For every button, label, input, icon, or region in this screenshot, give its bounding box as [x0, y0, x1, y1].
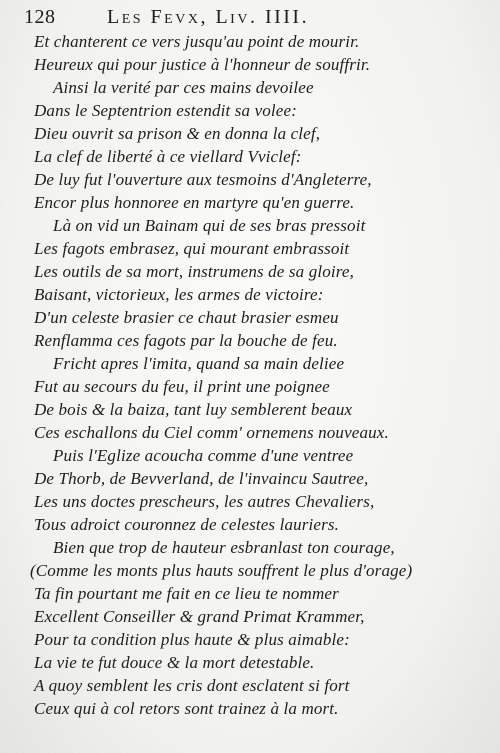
verse-line: Fut au secours du feu, il print une poignee — [34, 377, 330, 396]
verse-line: De Thorb, de Bevverland, de l'invaincu Sautree, — [34, 469, 369, 488]
verse-line: A quoy semblent les cris dont esclatent si fort — [34, 676, 350, 695]
running-head: Les Fevx, Liv. IIII. — [107, 6, 310, 28]
verse-line: La vie te fut douce & la mort detestable. — [34, 653, 315, 672]
verse-line: Excellent Conseiller & grand Primat Krammer, — [34, 607, 365, 626]
verse-line: Pour ta condition plus haute & plus aimable: — [34, 630, 350, 649]
verse-line: Là on vid un Bainam qui de ses bras pressoit — [53, 216, 366, 235]
verse-line: Les fagots embrasez, qui mourant embrassoit — [34, 239, 350, 258]
verse-line: Baisant, victorieux, les armes de victoire: — [34, 285, 324, 304]
verse-line: De luy fut l'ouverture aux tesmoins d'Angleterre, — [34, 170, 372, 189]
verse-line: Renflamma ces fagots par la bouche de feu. — [34, 331, 338, 350]
verse-line: Ces eschallons du Ciel comm' ornemens nouveaux. — [34, 423, 389, 442]
verse-line: Puis l'Eglize acoucha comme d'une ventree — [53, 446, 354, 465]
verse-line: Heureux qui pour justice à l'honneur de souffrir. — [34, 55, 371, 74]
verse-line: Et chanterent ce vers jusqu'au point de mourir. — [34, 32, 360, 51]
verse-line: Les outils de sa mort, instrumens de sa gloire, — [34, 262, 354, 281]
verse-line: D'un celeste brasier ce chaut brasier esmeu — [34, 308, 339, 327]
verse-line: La clef de liberté à ce viellard Vviclef: — [34, 147, 302, 166]
verse-line: Ta fin pourtant me fait en ce lieu te nommer — [34, 584, 339, 603]
verse-line: Ceux qui à col retors sont trainez à la mort. — [34, 699, 339, 718]
verse-line: Bien que trop de hauteur esbranlast ton courage, — [53, 538, 395, 557]
verse-line: Fricht apres l'imita, quand sa main deliee — [53, 354, 345, 373]
verse-line: Les uns doctes prescheurs, les autres Chevaliers, — [34, 492, 375, 511]
verse-line: (Comme les monts plus hauts souffrent le plus d'orage) — [30, 561, 413, 580]
verse-line: Encor plus honnoree en martyre qu'en guerre. — [34, 193, 355, 212]
verse-line: Dieu ouvrit sa prison & en donna la clef, — [34, 124, 321, 143]
page-number: 128 — [24, 6, 56, 28]
verse-line: De bois & la baiza, tant luy semblerent beaux — [34, 400, 353, 419]
verse-line: Tous adroict couronnez de celestes lauriers. — [34, 515, 340, 534]
verse-line: Dans le Septentrion estendit sa volee: — [34, 101, 297, 120]
verse-line: Ainsi la verité par ces mains devoilee — [53, 78, 314, 97]
